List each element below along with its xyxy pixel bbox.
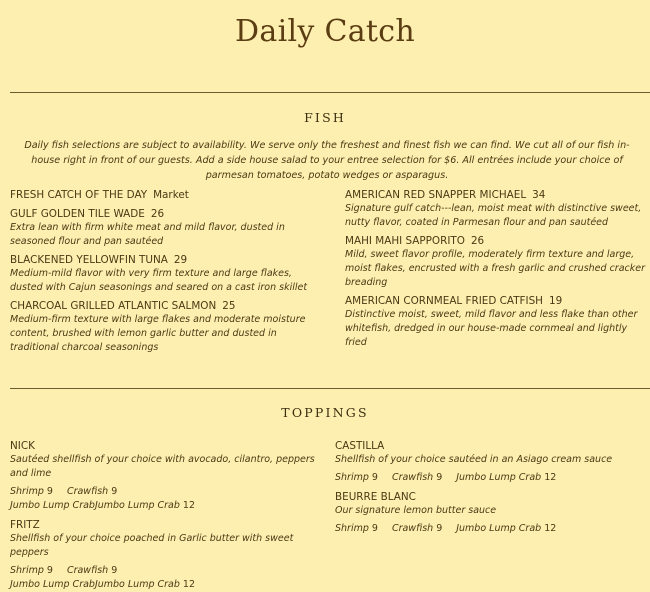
option-price: 9 — [436, 523, 443, 534]
option-price: 9 — [436, 472, 443, 483]
option-price: 12 — [182, 579, 195, 590]
item-name: BLACKENED YELLOWFIN TUNA — [10, 254, 168, 266]
item-price: 26 — [150, 208, 165, 220]
option-price: 9 — [46, 565, 53, 576]
option-label: Crawfish — [391, 523, 434, 534]
option-price: 9 — [371, 472, 378, 483]
topping-item — [10, 439, 322, 513]
item-name: FRITZ — [10, 519, 40, 531]
item-price: Market — [153, 189, 189, 201]
menu-item — [10, 188, 315, 202]
item-description: Distinctive moist, sweet, mild flavor and less flake than other whitefish, dredged in our house-made cornmeal and lightly fried — [345, 309, 638, 348]
divider — [10, 388, 650, 389]
option-price: 12 — [544, 523, 557, 534]
menu-item — [345, 294, 645, 350]
option-label: Crawfish — [391, 472, 434, 483]
option-label: Shrimp — [335, 472, 369, 483]
item-description: Mild, sweet flavor profile, moderately firm texture and large, moist flakes, encrusted with a fresh garlic and crushed cracker breading — [345, 249, 645, 288]
item-name: BEURRE BLANC — [335, 491, 416, 503]
item-description: Medium-mild flavor with very firm texture and large flakes, dusted with Cajun seasonings and seared on a cast iron skillet — [10, 268, 308, 293]
item-name: GULF GOLDEN TILE WADE — [10, 208, 145, 220]
topping-options — [10, 578, 322, 592]
topping-item — [10, 518, 322, 592]
menu-item — [345, 234, 645, 290]
divider — [10, 92, 650, 93]
item-price: 26 — [470, 235, 485, 247]
option-price: 9 — [371, 523, 378, 534]
topping-options — [335, 471, 645, 485]
option-label: Jumbo Lump CrabJumbo Lump Crab — [10, 579, 180, 590]
item-description: Shellfish of your choice sautéed in an Asiago cream sauce — [335, 454, 613, 465]
fish-left-column — [10, 188, 315, 355]
item-description: Signature gulf catch---lean, moist meat with distinctive sweet, nutty flavor, coated in Parmesan flour and pan sautéed — [345, 203, 642, 228]
option-price: 9 — [46, 486, 53, 497]
item-name: CHARCOAL GRILLED ATLANTIC SALMON — [10, 300, 217, 312]
item-name: NICK — [10, 440, 35, 452]
option-label: Shrimp — [10, 565, 44, 576]
item-description: Extra lean with firm white meat and mild flavor, dusted in seasoned flour and pan sautéed — [10, 222, 285, 247]
option-label: Jumbo Lump CrabJumbo Lump Crab — [10, 500, 180, 511]
option-label: Shrimp — [10, 486, 44, 497]
topping-item — [335, 490, 645, 536]
item-description: Shellfish of your choice poached in Garlic butter with sweet peppers — [10, 533, 294, 558]
option-price: 12 — [544, 472, 557, 483]
toppings-section-title: TOPPINGS — [281, 405, 369, 420]
item-name: AMERICAN CORNMEAL FRIED CATFISH — [345, 295, 543, 307]
item-name: MAHI MAHI SAPPORITO — [345, 235, 465, 247]
toppings-left-column — [10, 439, 322, 592]
option-price: 9 — [111, 486, 118, 497]
item-description: Medium-firm texture with large flakes and moderate moisture content, brushed with lemon garlic butter and dusted in traditional charcoal seasonings — [10, 314, 306, 353]
page-title: Daily Catch — [235, 14, 415, 49]
option-label: Shrimp — [335, 523, 369, 534]
item-price: 34 — [532, 189, 546, 201]
option-price: 12 — [182, 500, 195, 511]
item-price: 25 — [222, 300, 236, 312]
option-label: Jumbo Lump Crab — [456, 523, 542, 534]
option-price: 9 — [111, 565, 118, 576]
fish-intro: Daily fish selections are subject to availability. We serve only the freshest and finest fish we can find. We cut all of our fish in-house right in front of our guests. Add a side house salad to your entree selection for $6. All entrées include your choice of parmesan tomatoes, potato wedges or asparagus. — [24, 140, 630, 181]
topping-options — [10, 485, 322, 499]
item-name: FRESH CATCH OF THE DAY — [10, 189, 148, 201]
topping-options — [10, 499, 322, 513]
topping-item — [335, 439, 645, 485]
item-description: Sautéed shellfish of your choice with avocado, cilantro, peppers and lime — [10, 454, 315, 479]
item-name: CASTILLA — [335, 440, 385, 452]
item-price: 29 — [173, 254, 188, 266]
menu-item — [10, 299, 315, 355]
option-label: Crawfish — [66, 486, 109, 497]
item-price: 19 — [549, 295, 563, 307]
topping-options — [335, 522, 645, 536]
menu-item — [10, 207, 315, 249]
fish-right-column — [345, 188, 645, 350]
menu-item — [10, 253, 315, 295]
topping-options — [10, 564, 322, 578]
item-description: Our signature lemon butter sauce — [335, 505, 497, 516]
menu-item — [345, 188, 645, 230]
item-name: AMERICAN RED SNAPPER MICHAEL — [345, 189, 527, 201]
fish-section-title: FISH — [304, 110, 346, 125]
toppings-right-column — [335, 439, 645, 536]
option-label: Jumbo Lump Crab — [456, 472, 542, 483]
option-label: Crawfish — [66, 565, 109, 576]
